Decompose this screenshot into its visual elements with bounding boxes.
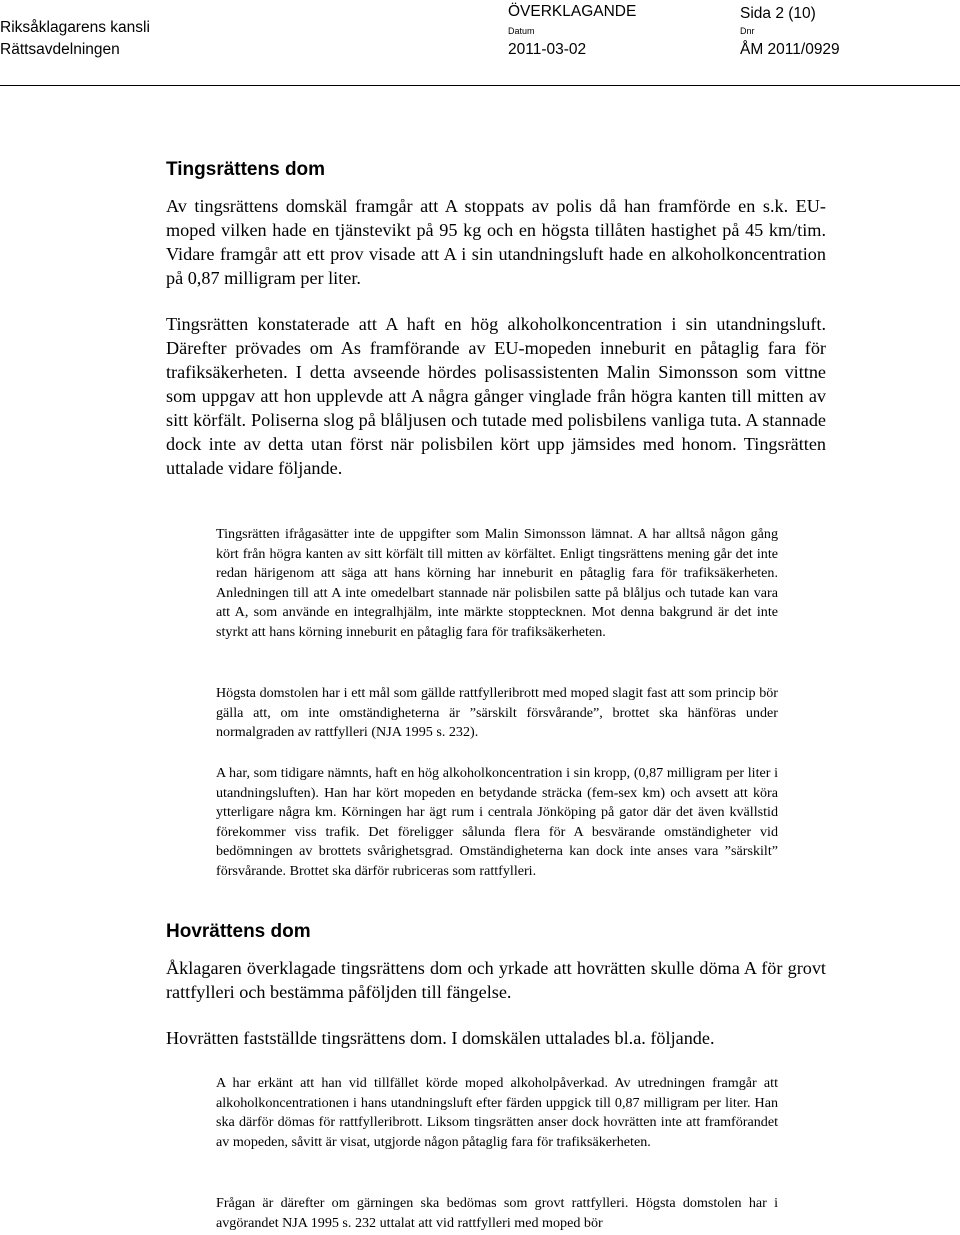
quoted-paragraph: Tingsrätten ifrågasätter inte de uppgifter som Malin Simonsson lämnat. A har alltså någon gång kört från högra kanten av sitt körfält till mitten av körfältet. Enligt tingsrättens mening går det inte redan härigenom att säga att hans körning har inneburit en påtaglig fara för trafiksäkerheten. Anledningen till att A inte omedelbart stannade när polisbilen satte på blåljus och tutade kan vara att A, som använde en integralhjälm, inte märkte stopptecknen. Mot denna bakgrund är det inte styrkt att hans körning inneburit en påtaglig fara för trafiksäkerheten.	[216, 526, 778, 640]
section-heading: Hovrättens dom	[166, 921, 311, 942]
quoted-paragraph: A har, som tidigare nämnts, haft en hög alkoholkoncentration i sin kropp, (0,87 milligram per liter i utandningsluften). Han har kört mopeden en betydande sträcka (fem-sex km) och avsett att köra ytterligare några km. Körningen har ägt rum i centrala Jönköping på gator där det även kvällstid förekommer viss trafik. Det föreligger sålunda flera för A besvärande omständigheter vid bedömningen av brottets svårighetsgrad. Omständigheterna kan dock inte anses vara ”särskilt” försvårande. Brottet ska därför rubriceras som rattfylleri.	[216, 765, 778, 879]
quoted-paragraph: A har erkänt att han vid tillfället körde moped alkoholpåverkad. Av utredningen framgår att alkoholkoncentrationen i hans utandningsluft efter färden uppgick till 0,87 milligram per liter. Han ska därför dömas för rattfylleribrott. Liksom tingsrätten anser dock hovrätten inte att framförandet av mopeden, såvitt är visat, utgjorde någon påtaglig fara för trafiksäkerheten.	[216, 1075, 778, 1150]
department: Rättsavdelningen	[0, 41, 120, 58]
dnr-label: Dnr	[740, 26, 755, 36]
body-paragraph: Hovrätten fastställde tingsrättens dom. I domskälen uttalades bl.a. följande.	[166, 1028, 715, 1048]
body-paragraph: Tingsrätten konstaterade att A haft en hög alkoholkoncentration i sin utandningsluft. Därefter prövades om As framförande av EU-mopeden inneburit en påtaglig fara för trafiksäkerheten. I detta avseende hördes polisassistenten Malin Simonsson som vittne som uppgav att hon upplevde att A några gånger vinglade från högra kanten till mitten av sitt körfält. Poliserna slog på blåljusen och tutade med polisbilens vanliga tuta. A stannade dock inte av detta utan först när polisbilen kört upp jämsides med honom. Tingsrätten uttalade vidare följande.	[166, 314, 826, 478]
org-name: Riksåklagarens kansli	[0, 19, 150, 36]
page-number: Sida 2 (10)	[740, 5, 816, 22]
document-type: ÖVERKLAGANDE	[508, 3, 637, 20]
section-heading: Tingsrättens dom	[166, 159, 326, 180]
date-value: 2011-03-02	[508, 41, 587, 58]
date-label: Datum	[508, 26, 535, 36]
quoted-paragraph: Frågan är därefter om gärningen ska bedömas som grovt rattfylleri. Högsta domstolen har i avgörandet NJA 1995 s. 232 uttalat att vid rattfylleri med moped bör	[216, 1195, 778, 1231]
dnr-value: ÅM 2011/0929	[740, 41, 840, 58]
body-paragraph: Åklagaren överklagade tingsrättens dom och yrkade att hovrätten skulle döma A för grovt rattfylleri och bestämma påföljden till fängelse.	[166, 958, 826, 1002]
quoted-paragraph: Högsta domstolen har i ett mål som gällde rattfylleribrott med moped slagit fast att som princip bör gälla att, om inte omständigheterna är ”särskilt försvårande”, brottet ska hänföras under normalgraden av rattfylleri (NJA 1995 s. 232).	[216, 685, 778, 740]
header-rule	[0, 85, 960, 86]
body-paragraph: Av tingsrättens domskäl framgår att A stoppats av polis då han framförde en s.k. EU-moped vilken hade en tjänstevikt på 95 kg och en högsta tillåten hastighet på 45 km/tim. Vidare framgår att ett prov visade att A i sin utandningsluft hade en alkoholkoncentration på 0,87 milligram per liter.	[166, 196, 826, 288]
